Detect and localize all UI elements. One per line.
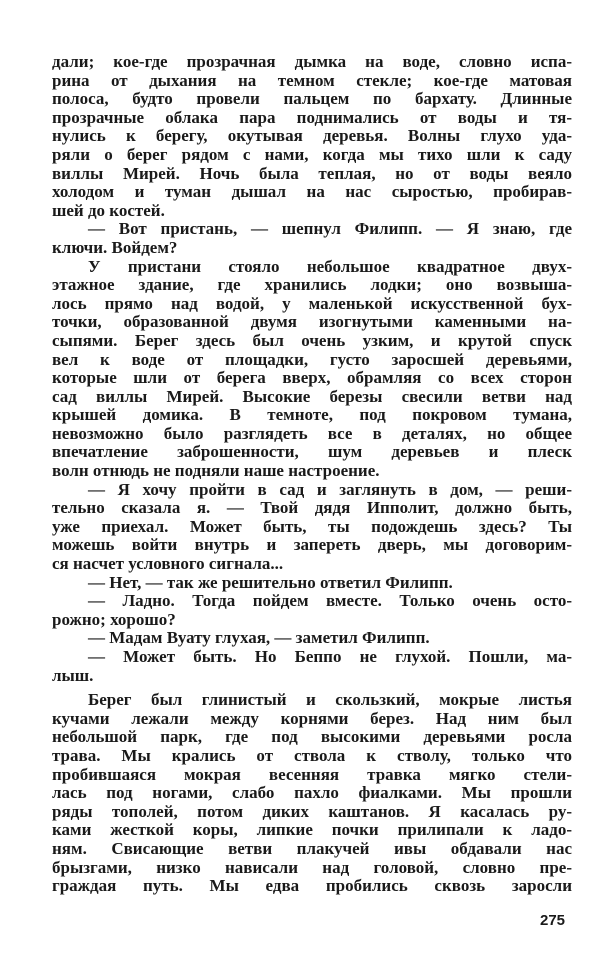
- text-line: этажное здание, где хранились лодки; оно возвыша-: [52, 275, 572, 295]
- text-line: можешь войти внутрь и запереть дверь, мы договорим-: [52, 535, 572, 555]
- text-line: небольшой парк, где под высокими деревьями росла: [52, 727, 572, 747]
- text-line: рожно; хорошо?: [52, 609, 176, 629]
- text-line: пробившаяся мокрая весенняя травка мягко стели-: [52, 764, 572, 784]
- text-line: — Может быть. Но Беппо не глухой. Пошли, ма-: [88, 647, 572, 666]
- text-line: вел к воде от площадки, густо заросшей деревьями,: [52, 349, 572, 369]
- text-line: ряды тополей, потом диких каштанов. Я касалась ру-: [52, 801, 572, 821]
- text-line: ключи. Войдем?: [52, 237, 178, 257]
- text-line: ряли о берег рядом с нами, когда мы тихо шли к саду: [52, 144, 572, 164]
- text-line: уже приехал. Может быть, ты подождешь здесь? Ты: [52, 516, 572, 536]
- text-line: У пристани стояло небольшое квадратное двух-: [88, 256, 572, 276]
- text-line: лыш.: [52, 665, 94, 685]
- text-line: точки, образованной двумя изогнутыми каменными на-: [52, 312, 572, 332]
- text-line: ся насчет условного сигнала...: [52, 554, 284, 574]
- text-line: дали; кое-где прозрачная дымка на воде, словно испа-: [52, 52, 572, 71]
- text-line: крышей домика. В темноте, под покровом тумана,: [52, 405, 572, 425]
- text-line: сыпями. Берег здесь был очень узким, и крутой спуск: [52, 330, 572, 350]
- text-line: виллы Мирей. Ночь была теплая, но от воды веяло: [52, 163, 572, 183]
- text-line: — Мадам Вуату глухая, — заметил Филипп.: [88, 628, 430, 648]
- text-line: кучами лежали между корнями берез. Над ним был: [52, 708, 572, 728]
- text-line: — Ладно. Тогда пойдем вместе. Только очень осто-: [88, 591, 572, 611]
- text-line: лась под ногами, слабо пахло фиалками. Мы прошли: [52, 783, 572, 803]
- book-page-text: [52, 53, 572, 896]
- text-line: брызгами, низко нависали над головой, словно пре-: [52, 857, 572, 877]
- text-line: рина от дыхания на темном стекле; кое-где матовая: [52, 70, 572, 90]
- text-line: тельно сказала я. — Твой дядя Ипполит, должно быть,: [52, 498, 572, 518]
- text-line: — Вот пристань, — шепнул Филипп. — Я знаю, где: [88, 219, 572, 239]
- text-line: волн отнюдь не подняли наше настроение.: [52, 461, 380, 481]
- text-line: впечатление заброшенности, шум деревьев и плеск: [52, 442, 572, 462]
- text-line: ням. Свисающие ветви плакучей ивы обдавали нас: [52, 838, 572, 858]
- text-line: — Я хочу пройти в сад и заглянуть в дом, — реши-: [88, 479, 572, 499]
- text-line: Берег был глинистый и скользкий, мокрые листья: [88, 690, 572, 710]
- text-line: трава. Мы крались от ствола к стволу, только что: [52, 745, 572, 765]
- text-line: граждая путь. Мы едва пробились сквозь заросли: [52, 876, 572, 896]
- text-line: которые шли от берега вверх, обрамляя со всех сторон: [52, 368, 572, 388]
- text-line: прозрачные облака пара поднимались от воды и тя-: [52, 107, 572, 127]
- text-line: невозможно было разглядеть все в деталях, но общее: [52, 423, 572, 443]
- text-line: холодом и туман дышал на нас сыростью, пробирав-: [52, 182, 572, 202]
- text-line: нулись к берегу, окутывая деревья. Волны глухо уда-: [52, 126, 572, 146]
- page-number: 275: [540, 912, 566, 929]
- text-line: полоса, будто провели пальцем по бархату. Длинные: [52, 89, 572, 109]
- text-line: сад виллы Мирей. Высокие березы свесили ветви над: [52, 386, 572, 406]
- text-line: шей до костей.: [52, 200, 165, 220]
- text-line: лось прямо над водой, у маленькой искусственной бух-: [52, 293, 572, 313]
- text-line: ками жесткой коры, липкие почки прилипали к ладо-: [52, 820, 572, 840]
- text-line: — Нет, — так же решительно ответил Филипп.: [88, 572, 453, 592]
